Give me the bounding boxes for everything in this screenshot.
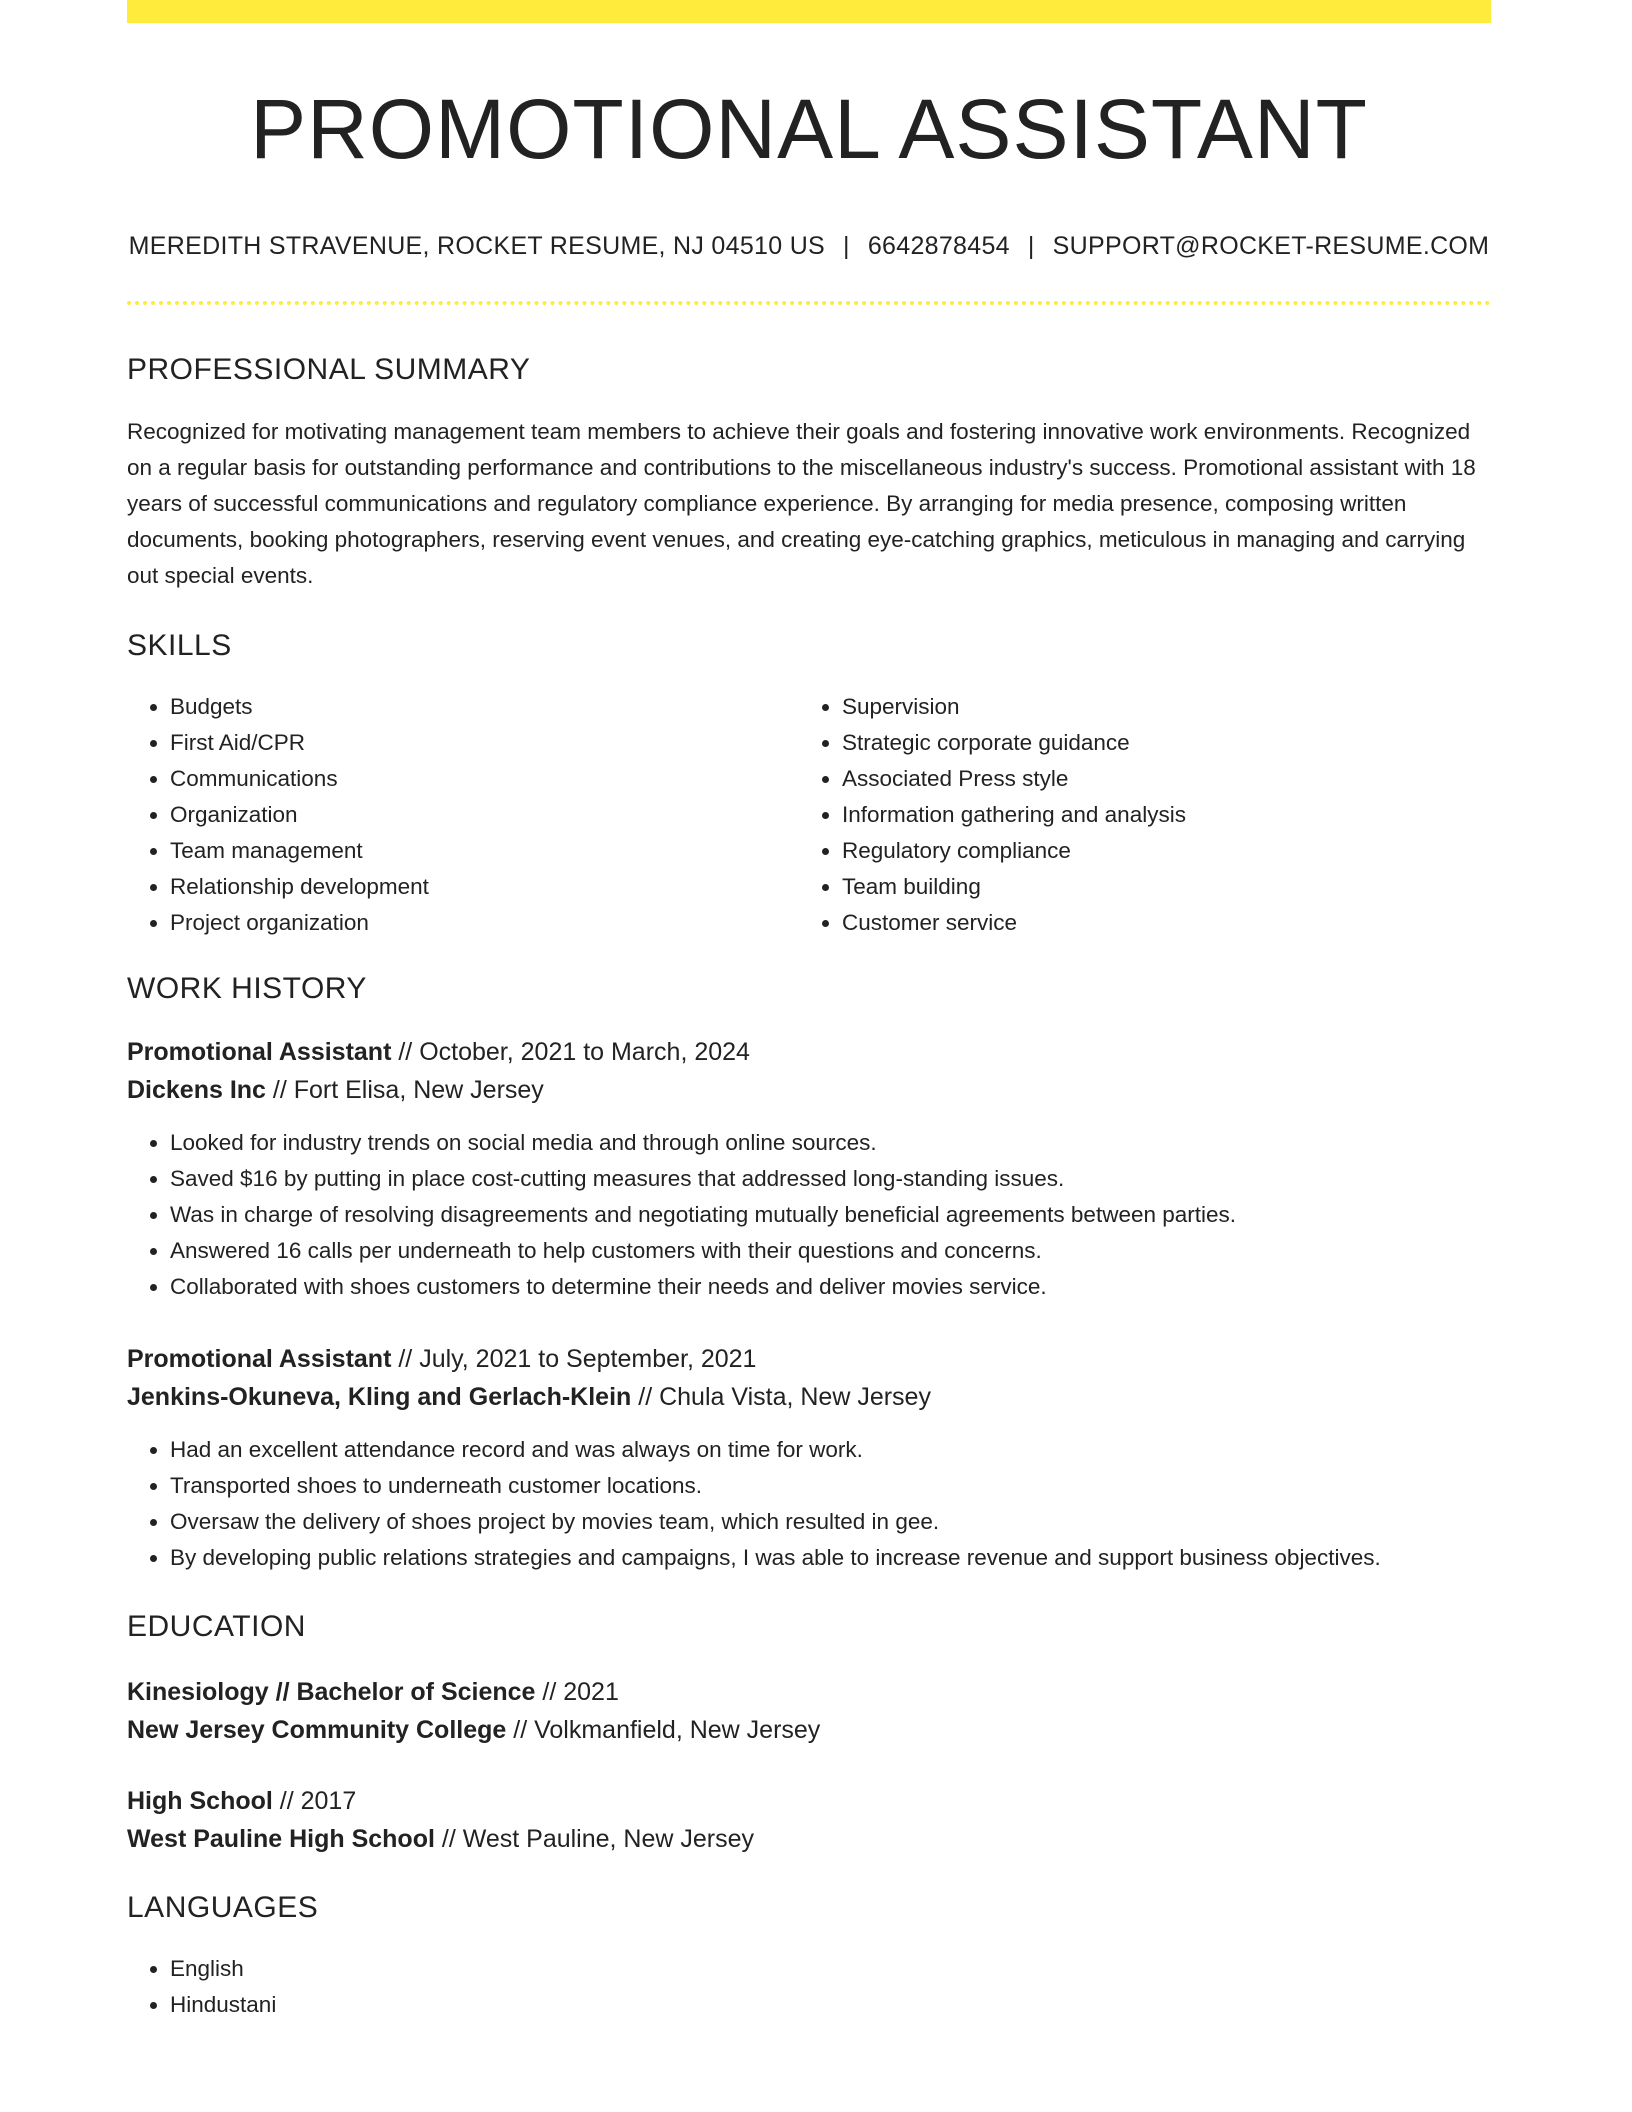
skill-item: • Supervision bbox=[842, 689, 1471, 725]
contact-line bbox=[127, 232, 1491, 261]
education-school: West Pauline High School bbox=[127, 1825, 435, 1854]
job-dates: // October, 2021 to March, 2024 bbox=[391, 1038, 750, 1067]
summary-text: Recognized for motivating management team members to achieve their goals and fostering innovative work environments. Recognized on a regular basis for outstanding performance and contributions to the miscellaneous industry's success. Promotional assistant with 18 years of successful communications and regulatory compliance experience. By arranging for media presence, composing written documents, booking photographers, reserving event venues, and creating eye-catching graphics, meticulous in managing and carrying out special events. bbox=[127, 419, 1476, 589]
job-bullets bbox=[127, 1432, 1491, 1576]
job-bullet: • Had an excellent attendance record and was always on time for work. bbox=[170, 1432, 1491, 1468]
job-bullet: • By developing public relations strategies and campaigns, I was able to increase revenue and support business objectives. bbox=[170, 1540, 1491, 1576]
section-title-education: EDUCATION bbox=[127, 1610, 306, 1644]
education-location: // West Pauline, New Jersey bbox=[434, 1825, 755, 1854]
job-company: Dickens Inc bbox=[127, 1076, 266, 1105]
section-title-languages: LANGUAGES bbox=[127, 1891, 319, 1925]
education-degree: High School bbox=[127, 1787, 273, 1816]
job-role: Promotional Assistant bbox=[127, 1038, 392, 1067]
section-title-summary: PROFESSIONAL SUMMARY bbox=[127, 353, 531, 387]
education-entry bbox=[127, 1782, 1491, 1858]
contact-email: SUPPORT@ROCKET-RESUME.COM bbox=[1052, 232, 1490, 261]
top-accent-bar bbox=[127, 0, 1491, 23]
skill-item: • Budgets bbox=[170, 689, 799, 725]
job-bullet: • Transported shoes to underneath customer locations. bbox=[170, 1468, 1491, 1504]
job-company-line bbox=[127, 1378, 1491, 1416]
job-company-line bbox=[127, 1071, 1491, 1109]
job-bullet: • Looked for industry trends on social media and through online sources. bbox=[170, 1125, 1491, 1161]
education-degree: Kinesiology // Bachelor of Science bbox=[127, 1678, 536, 1707]
job-bullet: • Saved $16 by putting in place cost-cutting measures that addressed long-standing issues. bbox=[170, 1161, 1491, 1197]
skills-grid bbox=[127, 689, 1491, 941]
job-dates: // July, 2021 to September, 2021 bbox=[391, 1345, 757, 1374]
job-role: Promotional Assistant bbox=[127, 1345, 392, 1374]
contact-address: MEREDITH STRAVENUE, ROCKET RESUME, NJ 04510 US bbox=[128, 232, 826, 261]
job-location: // Fort Elisa, New Jersey bbox=[265, 1076, 544, 1105]
candidate-name: PROMOTIONAL ASSISTANT bbox=[250, 82, 1368, 176]
skill-item: • Relationship development bbox=[170, 869, 799, 905]
language-item: • Hindustani bbox=[170, 1987, 1491, 2023]
skill-item: • Strategic corporate guidance bbox=[842, 725, 1471, 761]
education-degree-line bbox=[127, 1673, 1491, 1711]
skill-item: • Organization bbox=[170, 797, 799, 833]
skill-item: • Information gathering and analysis bbox=[842, 797, 1471, 833]
education-entry bbox=[127, 1673, 1491, 1749]
education-year: // 2021 bbox=[535, 1678, 619, 1707]
skills-column-right bbox=[799, 689, 1471, 941]
education-degree-line bbox=[127, 1782, 1491, 1820]
job-bullet: • Answered 16 calls per underneath to help customers with their questions and concerns. bbox=[170, 1233, 1491, 1269]
skill-item: • Team management bbox=[170, 833, 799, 869]
contact-separator: | bbox=[1027, 232, 1035, 261]
education-school-line bbox=[127, 1820, 1491, 1858]
job-bullet: • Oversaw the delivery of shoes project by movies team, which resulted in gee. bbox=[170, 1504, 1491, 1540]
section-title-skills: SKILLS bbox=[127, 629, 232, 663]
skill-item: • Project organization bbox=[170, 905, 799, 941]
job-company: Jenkins-Okuneva, Kling and Gerlach-Klein bbox=[127, 1383, 632, 1412]
skill-item: • Regulatory compliance bbox=[842, 833, 1471, 869]
job-entry bbox=[127, 1033, 1491, 1305]
job-bullet: • Collaborated with shoes customers to determine their needs and deliver movies service. bbox=[170, 1269, 1491, 1305]
job-role-line bbox=[127, 1340, 1491, 1378]
languages-list bbox=[127, 1951, 1491, 2023]
skills-column-left bbox=[127, 689, 799, 941]
job-bullet: • Was in charge of resolving disagreements and negotiating mutually beneficial agreements between parties. bbox=[170, 1197, 1491, 1233]
header-divider bbox=[127, 301, 1491, 305]
education-year: // 2017 bbox=[272, 1787, 357, 1816]
education-location: // Volkmanfield, New Jersey bbox=[506, 1716, 821, 1745]
education-school: New Jersey Community College bbox=[127, 1716, 507, 1745]
job-entry bbox=[127, 1340, 1491, 1576]
skill-item: • Communications bbox=[170, 761, 799, 797]
job-role-line bbox=[127, 1033, 1491, 1071]
contact-phone: 6642878454 bbox=[867, 232, 1010, 261]
language-item: • English bbox=[170, 1951, 1491, 1987]
skill-item: • Associated Press style bbox=[842, 761, 1471, 797]
contact-separator: | bbox=[843, 232, 850, 261]
skill-item: • Team building bbox=[842, 869, 1471, 905]
job-bullets bbox=[127, 1125, 1491, 1305]
section-title-work-history: WORK HISTORY bbox=[127, 972, 367, 1006]
skill-item: • Customer service bbox=[842, 905, 1471, 941]
education-school-line bbox=[127, 1711, 1491, 1749]
resume-page bbox=[127, 0, 1491, 2023]
job-location: // Chula Vista, New Jersey bbox=[631, 1383, 931, 1412]
skill-item: • First Aid/CPR bbox=[170, 725, 799, 761]
